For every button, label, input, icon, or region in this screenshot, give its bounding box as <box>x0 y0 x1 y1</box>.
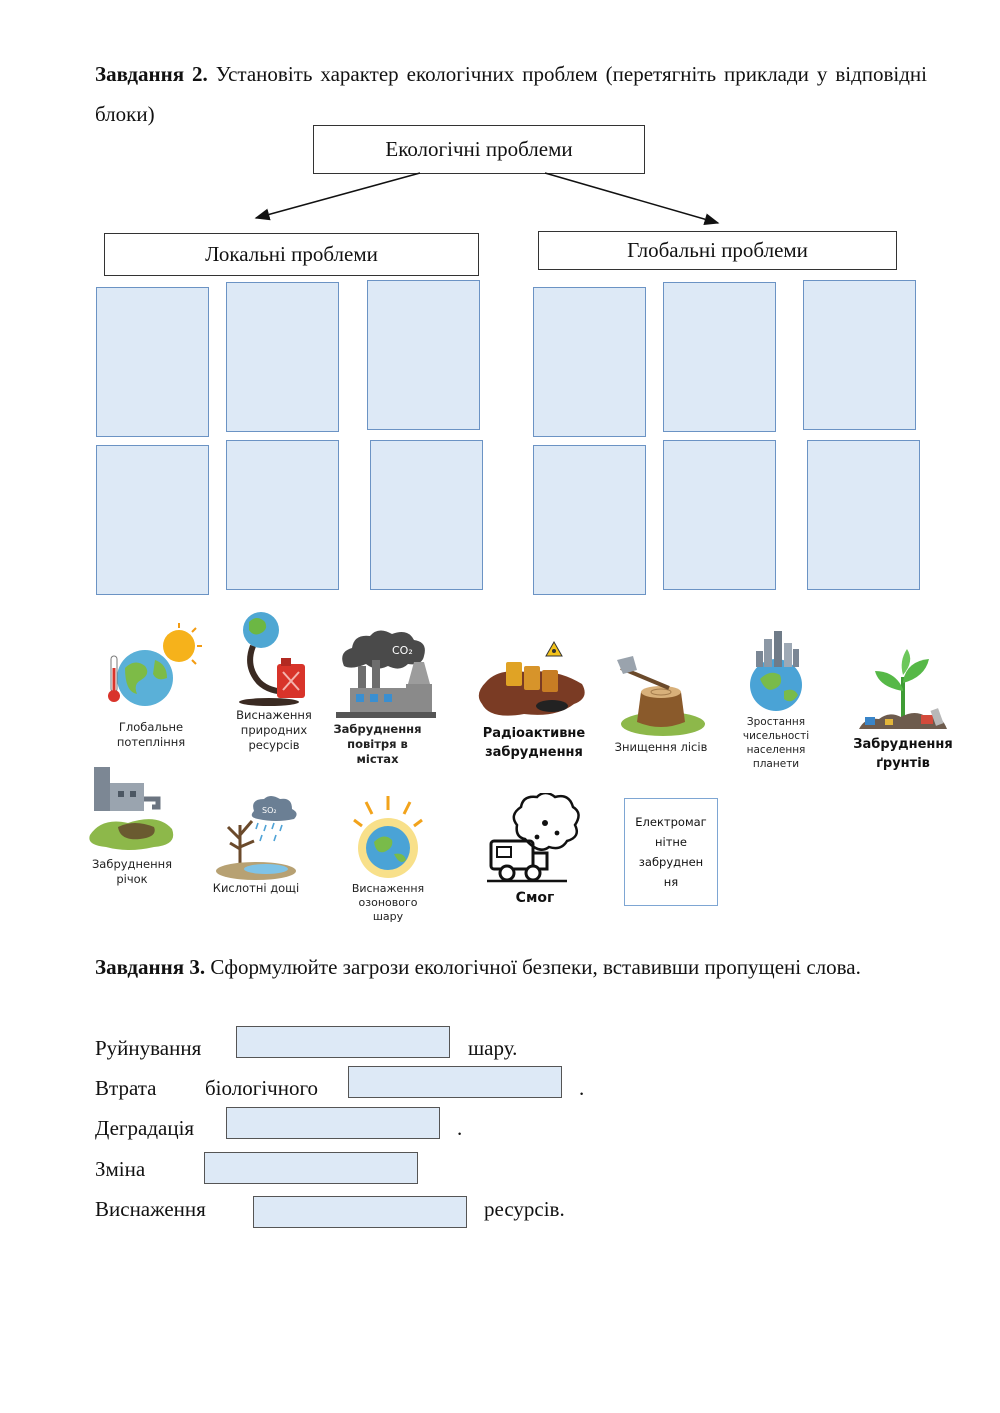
global-drop-zone[interactable] <box>803 280 916 430</box>
card-city-air-pollution[interactable] <box>330 626 425 767</box>
card-acid-rain[interactable] <box>210 795 302 896</box>
smog-truck-icon <box>485 793 585 885</box>
co2-label: CO₂ <box>392 644 413 657</box>
so2-label: SO₂ <box>262 806 277 815</box>
card-global-warming[interactable] <box>95 620 207 750</box>
card-label: Зростання чисельності населення планети <box>742 716 810 770</box>
card-label: Забруднення повітря в містах <box>333 722 422 766</box>
card-population-growth[interactable] <box>722 625 830 771</box>
local-label: Локальні проблеми <box>205 242 378 266</box>
task3-instruction: Сформулюйте загрози екологічної безпеки, вставивши пропущені слова. <box>210 955 861 979</box>
diagram-arrows <box>0 0 1000 240</box>
fill-after: . <box>579 1076 585 1100</box>
global-box <box>538 231 897 270</box>
card-label: Кислотні дощі <box>212 881 300 895</box>
local-drop-zone[interactable] <box>226 282 339 432</box>
card-ozone-depletion[interactable] <box>345 792 431 924</box>
local-box <box>104 233 479 276</box>
fill-row <box>95 1031 695 1065</box>
card-label: Забруднення ґрунтів <box>853 737 953 771</box>
card-resource-depletion[interactable] <box>228 608 320 753</box>
global-label: Глобальні проблеми <box>627 238 808 262</box>
fill-before: Зміна <box>95 1157 146 1181</box>
fill-after: . <box>457 1116 463 1140</box>
globe-thermometer-icon <box>97 620 205 720</box>
radioactive-barrels-icon <box>478 640 590 724</box>
factory-smoke-icon <box>330 626 440 722</box>
fill-after: шару. <box>468 1036 518 1060</box>
task3-text <box>95 947 927 987</box>
root-label: Екологічні проблеми <box>385 137 573 161</box>
ozone-globe-icon <box>348 792 428 882</box>
card-electromagnetic-pollution[interactable] <box>624 798 718 906</box>
answer-input[interactable] <box>253 1196 467 1228</box>
tree-stump-icon <box>613 652 709 740</box>
card-label: Виснаження природних ресурсів <box>236 708 312 752</box>
answer-input[interactable] <box>348 1066 562 1098</box>
fill-row <box>95 1071 695 1105</box>
fill-after: ресурсів. <box>484 1197 565 1221</box>
card-label: Забруднення річок <box>91 857 173 886</box>
card-river-pollution[interactable] <box>88 765 176 887</box>
card-soil-pollution[interactable] <box>848 645 958 773</box>
global-drop-zone[interactable] <box>533 287 646 437</box>
fill-row <box>95 1111 695 1145</box>
card-deforestation[interactable] <box>613 652 709 755</box>
fill-before-2: біологічного <box>205 1076 319 1100</box>
fill-before: Руйнування <box>95 1036 202 1060</box>
arrow-local <box>256 173 420 218</box>
answer-input[interactable] <box>204 1152 418 1184</box>
acid-rain-icon <box>210 795 302 881</box>
card-label: Глобальне потепління <box>116 720 186 749</box>
local-drop-zone[interactable] <box>226 440 339 590</box>
fill-before: Деградація <box>95 1116 195 1140</box>
answer-input[interactable] <box>226 1107 440 1139</box>
fill-row <box>95 1192 695 1226</box>
answer-input[interactable] <box>236 1026 450 1058</box>
global-drop-zone[interactable] <box>533 445 646 595</box>
arrow-global <box>545 173 718 223</box>
task3-label: Завдання 3. <box>95 955 206 979</box>
global-drop-zone[interactable] <box>807 440 920 590</box>
local-drop-zone[interactable] <box>96 287 209 437</box>
plant-trash-icon <box>855 645 951 735</box>
fill-before: Виснаження <box>95 1197 206 1221</box>
card-label-line: ня <box>663 875 679 889</box>
fill-row <box>95 1152 695 1186</box>
card-label-line: Електромаг <box>635 815 707 829</box>
polluted-river-icon <box>88 765 176 857</box>
card-label: Смог <box>515 890 555 906</box>
earth-oil-can-icon <box>229 608 319 708</box>
card-label-line: нітне <box>654 835 687 849</box>
crowded-globe-icon <box>736 625 816 715</box>
local-drop-zone[interactable] <box>96 445 209 595</box>
local-drop-zone[interactable] <box>370 440 483 590</box>
card-label-line: забруднен <box>638 855 704 869</box>
local-drop-zone[interactable] <box>367 280 480 430</box>
card-smog[interactable] <box>482 793 588 908</box>
global-drop-zone[interactable] <box>663 282 776 432</box>
card-label: Радіоактивне забруднення <box>482 726 586 760</box>
task2-label: Завдання 2. <box>95 62 208 86</box>
fill-before: Втрата <box>95 1076 157 1100</box>
global-drop-zone[interactable] <box>663 440 776 590</box>
card-label: Виснаження озонового шару <box>351 882 425 923</box>
card-radioactive[interactable] <box>478 640 590 762</box>
card-label: Знищення лісів <box>614 740 708 754</box>
task2-instruction: Установіть характер екологічних проблем (перетягніть приклади у відповідні блоки) <box>95 62 928 126</box>
